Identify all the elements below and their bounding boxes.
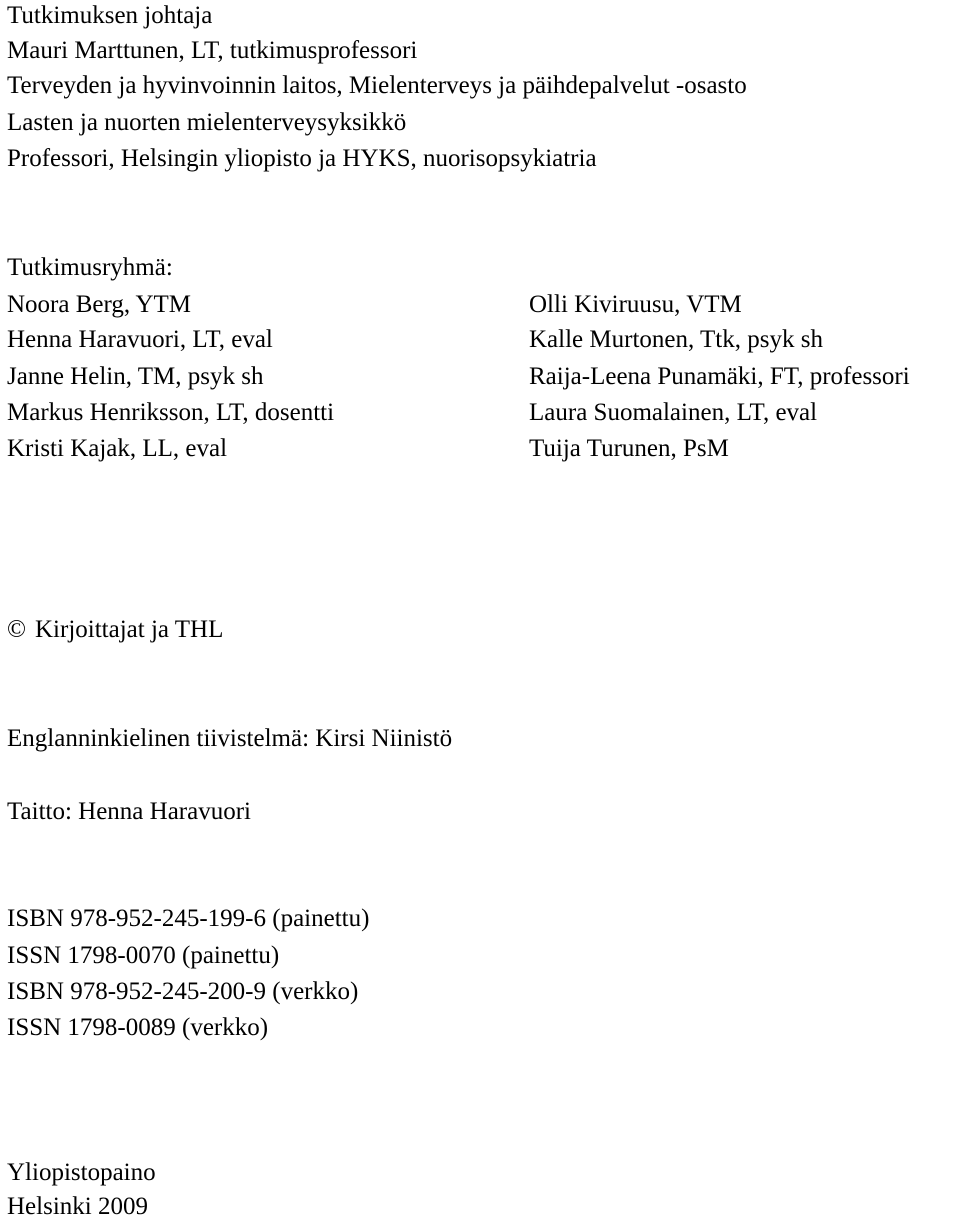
group-member-left: Markus Henriksson, LT, dosentti bbox=[7, 399, 335, 426]
director-professorship: Professori, Helsingin yliopisto ja HYKS, nuorisopsykiatria bbox=[7, 145, 597, 172]
group-heading: Tutkimusryhmä: bbox=[7, 254, 173, 281]
group-member-right: Tuija Turunen, PsM bbox=[529, 435, 729, 462]
director-unit: Lasten ja nuorten mielenterveysyksikkö bbox=[7, 109, 407, 136]
issn-web: ISSN 1798-0089 (verkko) bbox=[7, 1014, 269, 1041]
group-member-right: Kalle Murtonen, Ttk, psyk sh bbox=[529, 326, 823, 353]
abstract-credit: Englanninkielinen tiivistelmä: Kirsi Niinistö bbox=[7, 725, 453, 752]
copyright-text: Kirjoittajat ja THL bbox=[35, 616, 224, 643]
isbn-web: ISBN 978-952-245-200-9 (verkko) bbox=[7, 978, 359, 1005]
issn-print: ISSN 1798-0070 (painettu) bbox=[7, 942, 280, 969]
publisher-place-year: Helsinki 2009 bbox=[7, 1193, 148, 1220]
group-member-left: Kristi Kajak, LL, eval bbox=[7, 435, 228, 462]
director-heading: Tutkimuksen johtaja bbox=[7, 2, 213, 29]
group-member-left: Noora Berg, YTM bbox=[7, 291, 191, 318]
layout-credit: Taitto: Henna Haravuori bbox=[7, 798, 251, 825]
copyright-line bbox=[7, 617, 223, 642]
group-member-right: Raija-Leena Punamäki, FT, professori bbox=[529, 363, 910, 390]
director-institute: Terveyden ja hyvinvoinnin laitos, Mielenterveys ja päihdepalvelut -osasto bbox=[7, 72, 747, 99]
group-member-right: Olli Kiviruusu, VTM bbox=[529, 291, 742, 318]
copyright-icon: © bbox=[7, 616, 26, 643]
director-name: Mauri Marttunen, LT, tutkimusprofessori bbox=[7, 37, 418, 64]
group-member-left: Janne Helin, TM, psyk sh bbox=[7, 363, 264, 390]
group-member-left: Henna Haravuori, LT, eval bbox=[7, 326, 273, 353]
group-member-right: Laura Suomalainen, LT, eval bbox=[529, 399, 818, 426]
isbn-print: ISBN 978-952-245-199-6 (painettu) bbox=[7, 905, 370, 932]
publisher-name: Yliopistopaino bbox=[7, 1159, 156, 1186]
